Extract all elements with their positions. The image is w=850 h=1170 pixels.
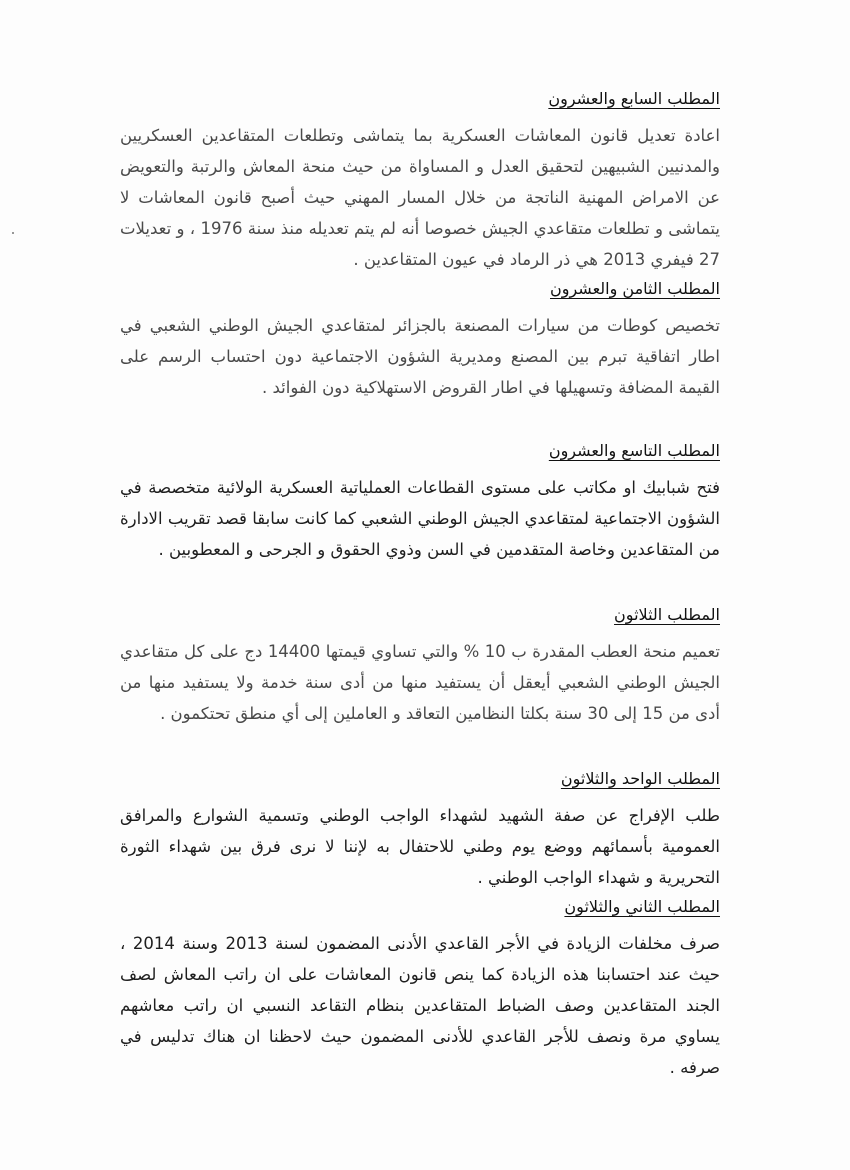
demand-27 — [120, 88, 720, 275]
demand-31-heading: المطلب الواحد والثلاثون — [560, 769, 720, 788]
demand-28 — [120, 278, 720, 403]
demand-29 — [120, 440, 720, 565]
demand-30 — [120, 604, 720, 729]
demand-32-heading: المطلب الثاني والثلاثون — [564, 897, 720, 916]
demand-30-heading: المطلب الثلاثون — [614, 605, 720, 624]
demand-27-heading: المطلب السابع والعشرون — [548, 89, 720, 108]
demand-28-body: تخصيص كوطات من سيارات المصنعة بالجزائر لمتقاعدي الجيش الوطني الشعبي في اطار اتفاقية تبرم بين المصنع ومديرية الشؤون الاجتماعية دون احتساب الرسم على القيمة المضافة وتسهيلها في اطار القروض الاستهلاكية دون الفوائد . — [120, 316, 720, 397]
demand-31-body: طلب الإفراج عن صفة الشهيد لشهداء الواجب الوطني وتسمية الشوارع والمرافق العمومية بأسمائهم ووضع يوم وطني للاحتفال به لإننا لا نرى فرق بين شهداء الثورة التحريرية و شهداء الواجب الوطني . — [120, 806, 720, 887]
demand-31 — [120, 768, 720, 893]
demand-30-body: تعميم منحة العطب المقدرة ب 10 % والتي تساوي قيمتها 14400 دج على كل متقاعدي الجيش الوطني الشعبي أيعقل أن يستفيد منها من أدى سنة خدمة ولا يستفيد منها من أدى من 15 إلى 30 سنة بكلتا النظامين التعاقد و العاملين إلى أي منطق تحتكمون . — [120, 642, 720, 723]
demand-32-body: صرف مخلفات الزيادة في الأجر القاعدي الأدنى المضمون لسنة 2013 وسنة 2014 ، حيث عند احتسابنا هذه الزيادة كما ينص قانون المعاشات على ان راتب المعاش لصف الجند المتقاعدين وصف الضباط المتقاعدين بنظام التقاعد النسبي ان راتب معاشهم يساوي مرة ونصف للأجر القاعدي للأدنى المضمون حيث لاحظنا ان هناك تدليس في صرفه . — [120, 934, 720, 1077]
scan-speck — [12, 232, 14, 234]
demand-27-body: اعادة تعديل قانون المعاشات العسكرية بما يتماشى وتطلعات المتقاعدين العسكريين والمدنيين الشبيهين لتحقيق العدل و المساواة من حيث منحة المعاش والرتبة والتعويض عن الامراض المهنية الناتجة من خلال المسار المهني حيث أصبح قانون المعاشات لا يتماشى و تطلعات متقاعدي الجيش خصوصا أنه لم يتم تعديله منذ سنة 1976 ، و تعديلات 27 فيفري 2013 هي ذر الرماد في عيون المتقاعدين . — [120, 126, 720, 269]
demand-32 — [120, 896, 720, 1083]
demand-29-body: فتح شبابيك او مكاتب على مستوى القطاعات العملياتية العسكرية الولائية متخصصة في الشؤون الاجتماعية لمتقاعدي الجيش الوطني الشعبي كما كانت سابقا قصد تقريب الادارة من المتقاعدين وخاصة المتقدمين في السن وذوي الحقوق و الجرحى و المعطوبين . — [120, 478, 720, 559]
demand-29-heading: المطلب التاسع والعشرون — [548, 441, 720, 460]
demand-28-heading: المطلب الثامن والعشرون — [550, 279, 720, 298]
